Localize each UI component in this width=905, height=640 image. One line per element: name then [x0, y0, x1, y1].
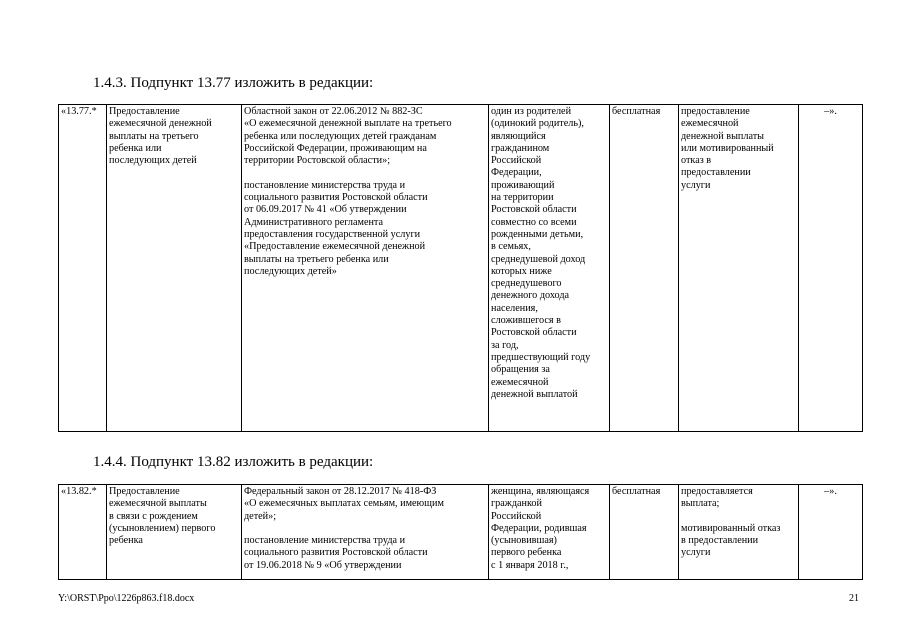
cell-text-line: Федерации, родившая	[491, 522, 587, 534]
cell-text-line: рожденными детьми,	[491, 228, 584, 240]
cell-text-line: женщина, являющаяся	[491, 486, 590, 497]
cell-text-line: в связи с рождением	[109, 510, 198, 522]
cell-text-line: от 06.09.2017 № 41 «Об утверждении	[244, 204, 407, 216]
cell-text-line: денежной выплаты	[681, 130, 765, 142]
cell-text-line: –».	[824, 486, 837, 497]
cell-text-line: в семьях,	[491, 241, 531, 253]
cell-text-line: отказ в	[681, 155, 712, 167]
cell-text-line: с 1 января 2018 г.,	[491, 559, 569, 571]
footer-page-number: 21	[849, 593, 859, 604]
cell-text-line: проживающий	[491, 179, 555, 191]
cell-text-line: один из родителей	[491, 106, 572, 117]
cell-text-line: «О ежемесячной денежной выплате на третьего	[244, 118, 452, 130]
cell-text-line: на территории	[491, 192, 554, 204]
cell-text-line: Российской Федерации, проживающим на	[244, 142, 427, 154]
table-13-82	[58, 484, 863, 580]
cell-text-line: ребенка или последующих детей гражданам	[244, 130, 437, 142]
cell-text-line: предоставления государственной услуги	[244, 228, 421, 240]
cell-text-line: предшествующий году	[491, 351, 591, 363]
cell-text-line: бесплатная	[612, 486, 661, 497]
cell-closing-mark	[799, 105, 863, 432]
cell-text-line: сложившегося в	[491, 315, 561, 327]
cell-text-line: совместно со всеми	[491, 216, 577, 228]
cell-applicants	[489, 485, 610, 580]
cell-text-line: ежемесячной выплаты	[109, 498, 207, 510]
cell-text-line: Российской	[491, 510, 542, 522]
cell-text-line: гражданкой	[491, 498, 542, 510]
cell-text-line: Предоставление	[109, 486, 180, 497]
cell-text-line: (усыновлением) первого	[109, 522, 216, 534]
cell-text-line: «13.77.*	[61, 106, 97, 117]
cell-text-line: Российской	[491, 155, 542, 167]
cell-legal-basis	[242, 485, 489, 580]
cell-payment	[610, 105, 679, 432]
cell-item-number	[59, 485, 107, 580]
cell-text-line: предоставляется	[681, 486, 753, 497]
cell-text-line: «Предоставление ежемесячной денежной	[244, 241, 426, 253]
cell-text-line: денежного дохода	[491, 290, 570, 302]
cell-text-line: предоставление	[681, 106, 750, 117]
section-heading-13-82: 1.4.4. Подпункт 13.82 изложить в редакции:	[93, 454, 374, 470]
cell-text-line: Административного регламента	[244, 216, 384, 228]
cell-text-line: первого ребенка	[491, 547, 562, 559]
cell-text-line: или мотивированный	[681, 142, 774, 154]
cell-text-line: предоставлении	[681, 167, 751, 179]
cell-text-line: Ростовской области	[491, 327, 577, 339]
cell-text-line: ежемесячной денежной	[109, 118, 212, 130]
table-row	[59, 105, 863, 432]
cell-text-line: населения,	[491, 302, 538, 314]
cell-text-line: Федеральный закон от 28.12.2017 № 418-ФЗ	[244, 486, 437, 497]
cell-text-line: денежной выплатой	[491, 388, 578, 400]
cell-text-line: социального развития Ростовской области	[244, 192, 428, 204]
cell-text-line: мотивированный отказ	[681, 522, 781, 534]
cell-text-line: территории Ростовской области»;	[244, 155, 391, 167]
cell-text-line: обращения за	[491, 364, 550, 376]
cell-service-name	[107, 105, 242, 432]
section-heading-13-77: 1.4.3. Подпункт 13.77 изложить в редакции:	[93, 75, 374, 91]
cell-text-line: социального развития Ростовской области	[244, 547, 428, 559]
cell-text-line: детей»;	[244, 510, 277, 522]
cell-text-line: бесплатная	[612, 106, 661, 117]
cell-text-line: выплаты на третьего ребенка или	[244, 253, 389, 265]
cell-text-line: гражданином	[491, 142, 550, 154]
cell-text-line: Предоставление	[109, 106, 180, 117]
cell-text-line: постановление министерства труда и	[244, 179, 406, 191]
cell-closing-mark	[799, 485, 863, 580]
table-row	[59, 485, 863, 580]
cell-text-line: ребенка или	[109, 142, 162, 154]
cell-text-line: услуги	[681, 547, 711, 559]
cell-result	[679, 485, 799, 580]
blank-line	[681, 511, 796, 523]
cell-text-line: Ростовской области	[491, 204, 577, 216]
cell-payment	[610, 485, 679, 580]
cell-applicants	[489, 105, 610, 432]
cell-text-line: ежемесячной	[491, 376, 549, 388]
cell-legal-basis	[242, 105, 489, 432]
cell-item-number	[59, 105, 107, 432]
cell-text-line: в предоставлении	[681, 535, 759, 547]
cell-text-line: являющийся	[491, 130, 546, 142]
blank-line	[244, 167, 486, 179]
cell-text-line: (одинокий родитель),	[491, 118, 584, 130]
table-13-77	[58, 104, 863, 432]
cell-text-line: от 19.06.2018 № 9 «Об утверждении	[244, 559, 402, 571]
cell-text-line: Областной закон от 22.06.2012 № 882-ЗС	[244, 106, 423, 117]
cell-text-line: которых ниже	[491, 265, 552, 277]
cell-text-line: (усыновившая)	[491, 535, 557, 547]
cell-text-line: ежемесячной	[681, 118, 739, 130]
cell-text-line: выплата;	[681, 498, 720, 510]
cell-text-line: –».	[824, 106, 837, 117]
cell-text-line: Федерации,	[491, 167, 542, 179]
cell-result	[679, 105, 799, 432]
cell-text-line: «О ежемесячных выплатах семьям, имеющим	[244, 498, 444, 510]
cell-service-name	[107, 485, 242, 580]
cell-text-line: за год,	[491, 339, 519, 351]
cell-text-line: услуги	[681, 179, 711, 191]
cell-text-line: среднедушевой доход	[491, 253, 586, 265]
cell-text-line: последующих детей	[109, 155, 197, 167]
cell-text-line: выплаты на третьего	[109, 130, 199, 142]
blank-line	[244, 523, 486, 535]
footer-file-path: Y:\ORST\Ppo\1226p863.f18.docx	[58, 593, 195, 604]
cell-text-line: последующих детей»	[244, 265, 337, 277]
cell-text-line: «13.82.*	[61, 486, 97, 497]
cell-text-line: среднедушевого	[491, 278, 562, 290]
cell-text-line: постановление министерства труда и	[244, 535, 406, 547]
cell-text-line: ребенка	[109, 535, 143, 547]
